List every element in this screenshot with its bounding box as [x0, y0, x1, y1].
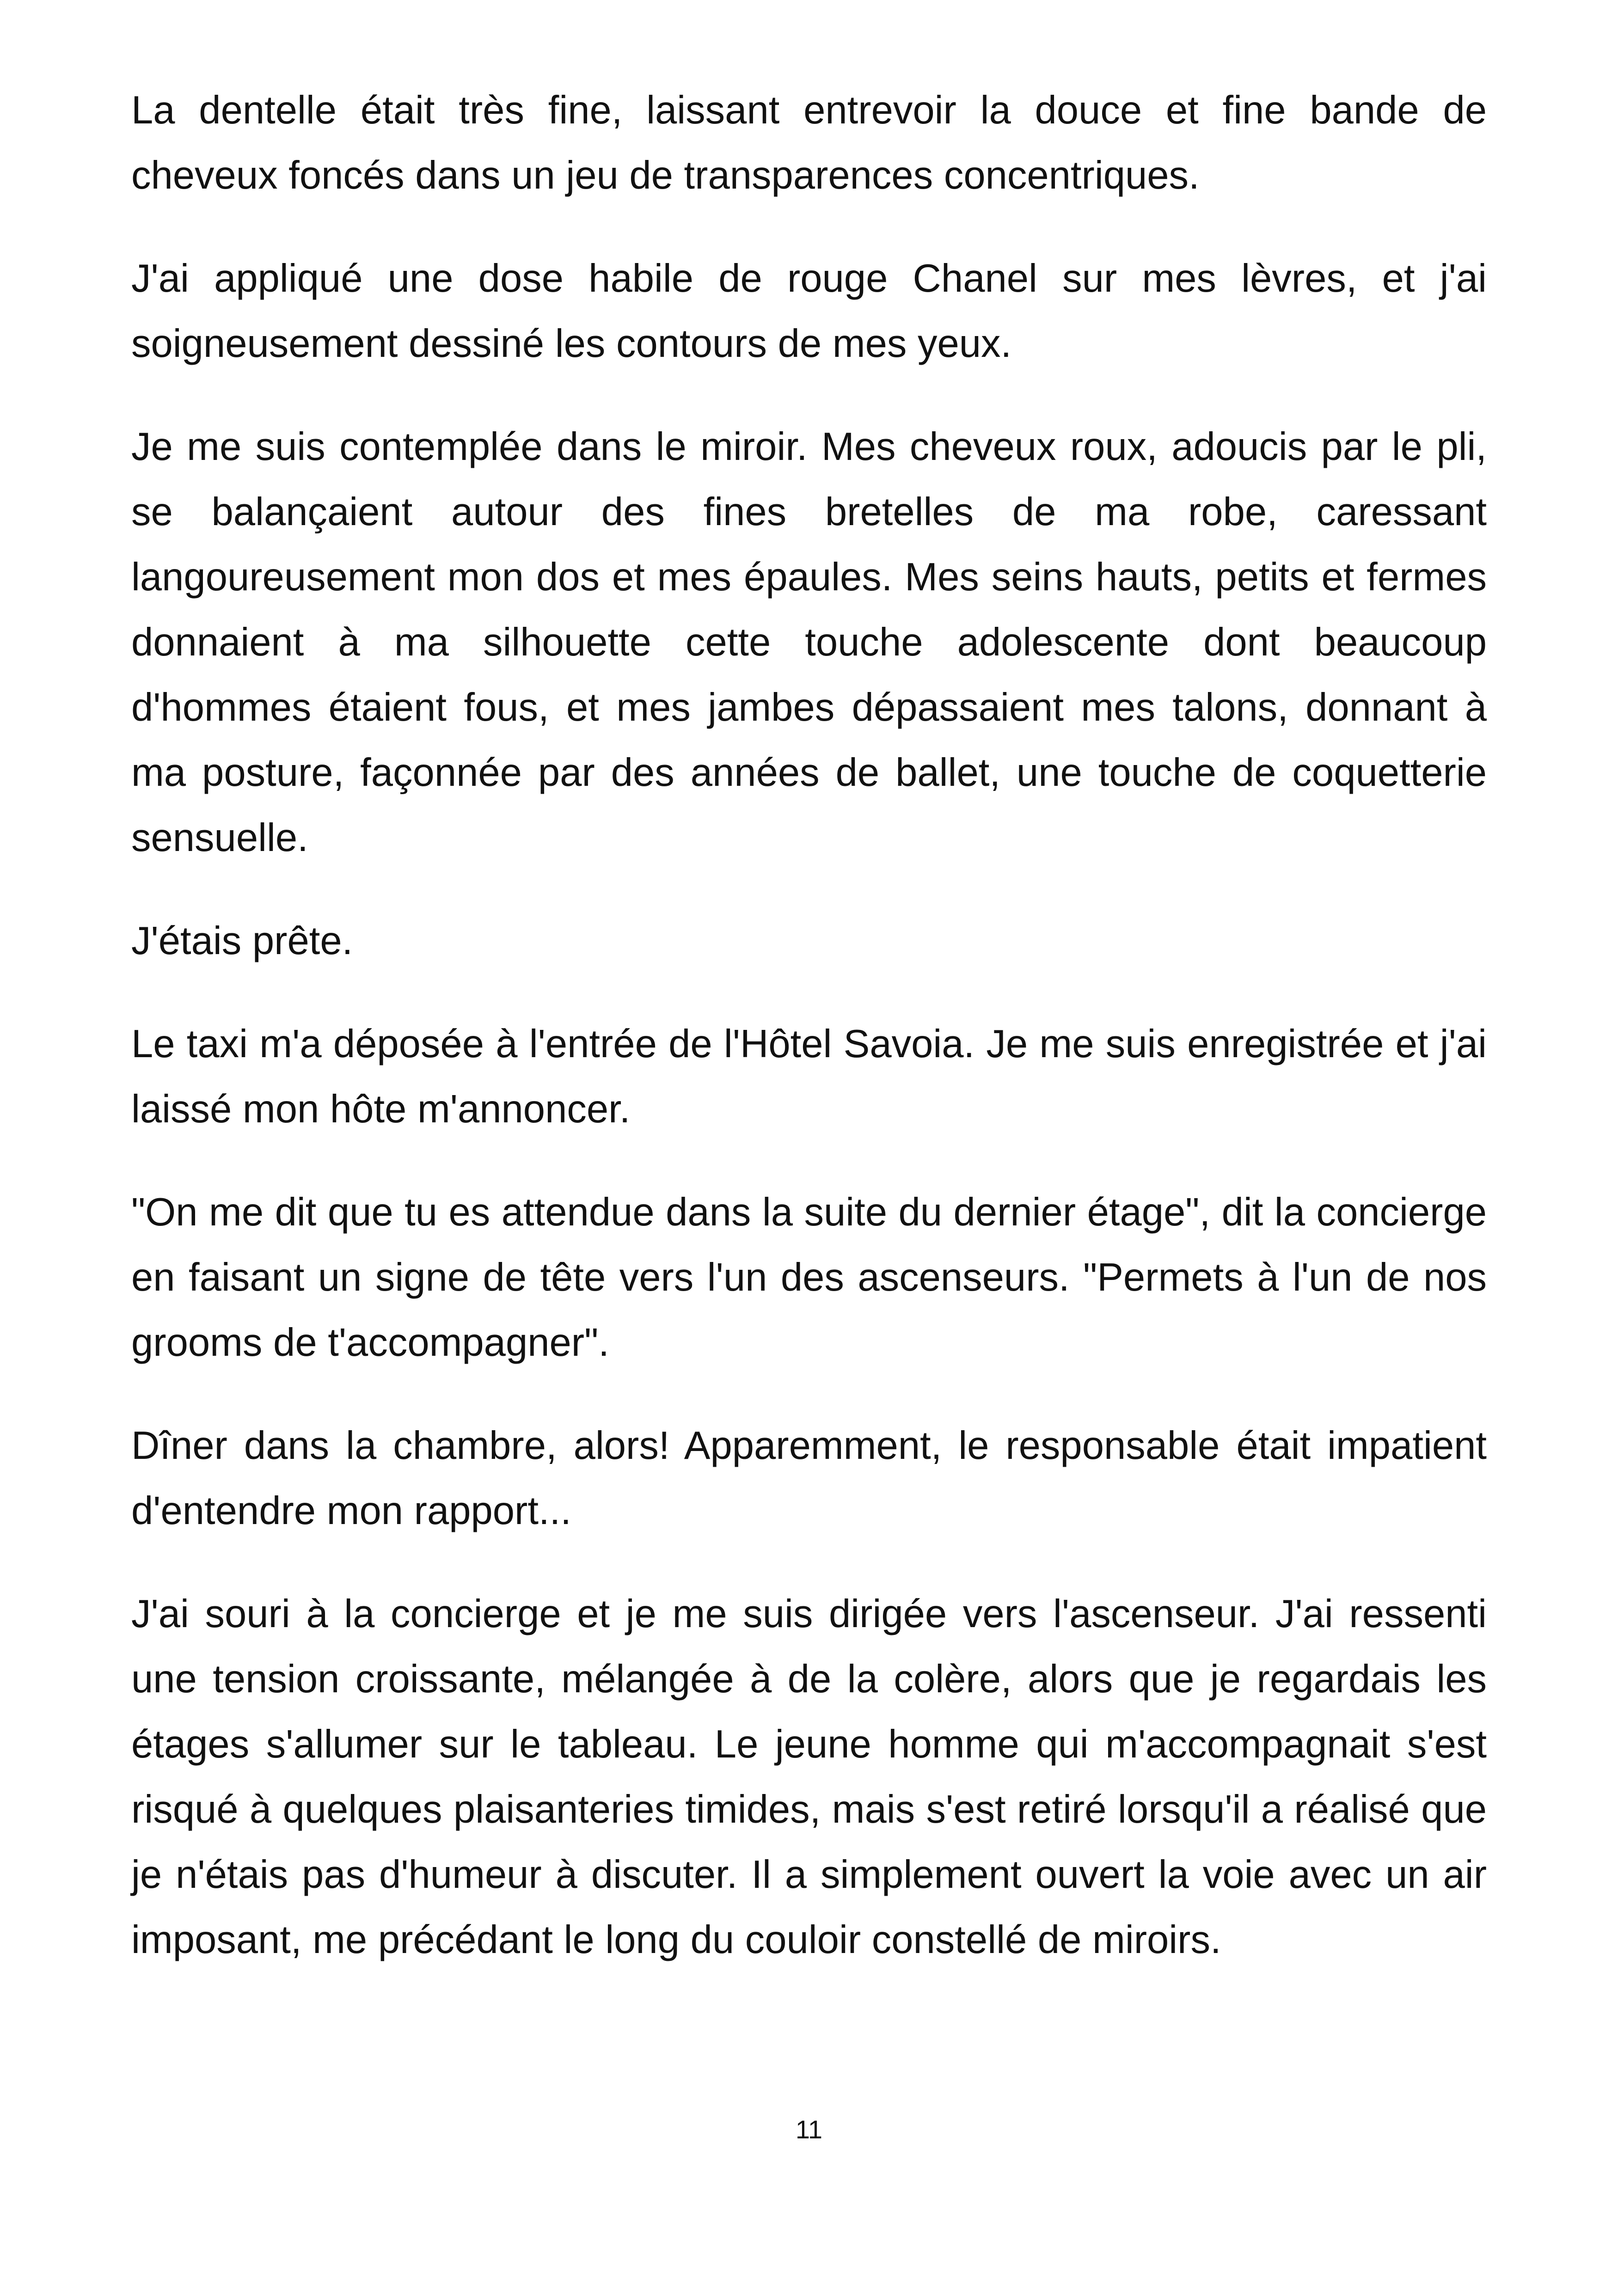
paragraph: Je me suis contemplée dans le miroir. Mes cheveux roux, adoucis par le pli, se balançaient autour des fines bretelles de ma robe, caressant langoureusement mon dos et mes épaules. Mes seins hauts, petits et fermes donnaient à ma silhouette cette touche adolescente dont beaucoup d'hommes étaient fous, et mes jambes dépassaient mes talons, donnant à ma posture, façonnée par des années de ballet, une touche de coquetterie sensuelle.	[131, 425, 1487, 860]
paragraph: Dîner dans la chambre, alors! Apparemment, le responsable était impatient d'entendre mon rapport...	[131, 1424, 1487, 1533]
paragraph: J'étais prête.	[131, 919, 353, 963]
paragraph: Le taxi m'a déposée à l'entrée de l'Hôtel Savoia. Je me suis enregistrée et j'ai laissé mon hôte m'annoncer.	[131, 1022, 1487, 1131]
paragraph: La dentelle était très fine, laissant entrevoir la douce et fine bande de cheveux foncés dans un jeu de transparences concentriques.	[131, 88, 1487, 197]
body-text	[131, 78, 1487, 2010]
paragraph: "On me dit que tu es attendue dans la suite du dernier étage", dit la concierge en faisant un signe de tête vers l'un des ascenseurs. "Permets à l'un de nos grooms de t'accompagner".	[131, 1190, 1487, 1365]
page-number: 11	[795, 2115, 823, 2144]
paragraph: J'ai souri à la concierge et je me suis dirigée vers l'ascenseur. J'ai ressenti une tension croissante, mélangée à de la colère, alors que je regardais les étages s'allumer sur le tableau. Le jeune homme qui m'accompagnait s'est risqué à quelques plaisanteries timides, mais s'est retiré lorsqu'il a réalisé que je n'étais pas d'humeur à discuter. Il a simplement ouvert la voie avec un air imposant, me précédant le long du couloir constellé de miroirs.	[131, 1592, 1487, 1962]
paragraph: J'ai appliqué une dose habile de rouge Chanel sur mes lèvres, et j'ai soigneusement dessiné les contours de mes yeux.	[131, 257, 1487, 366]
